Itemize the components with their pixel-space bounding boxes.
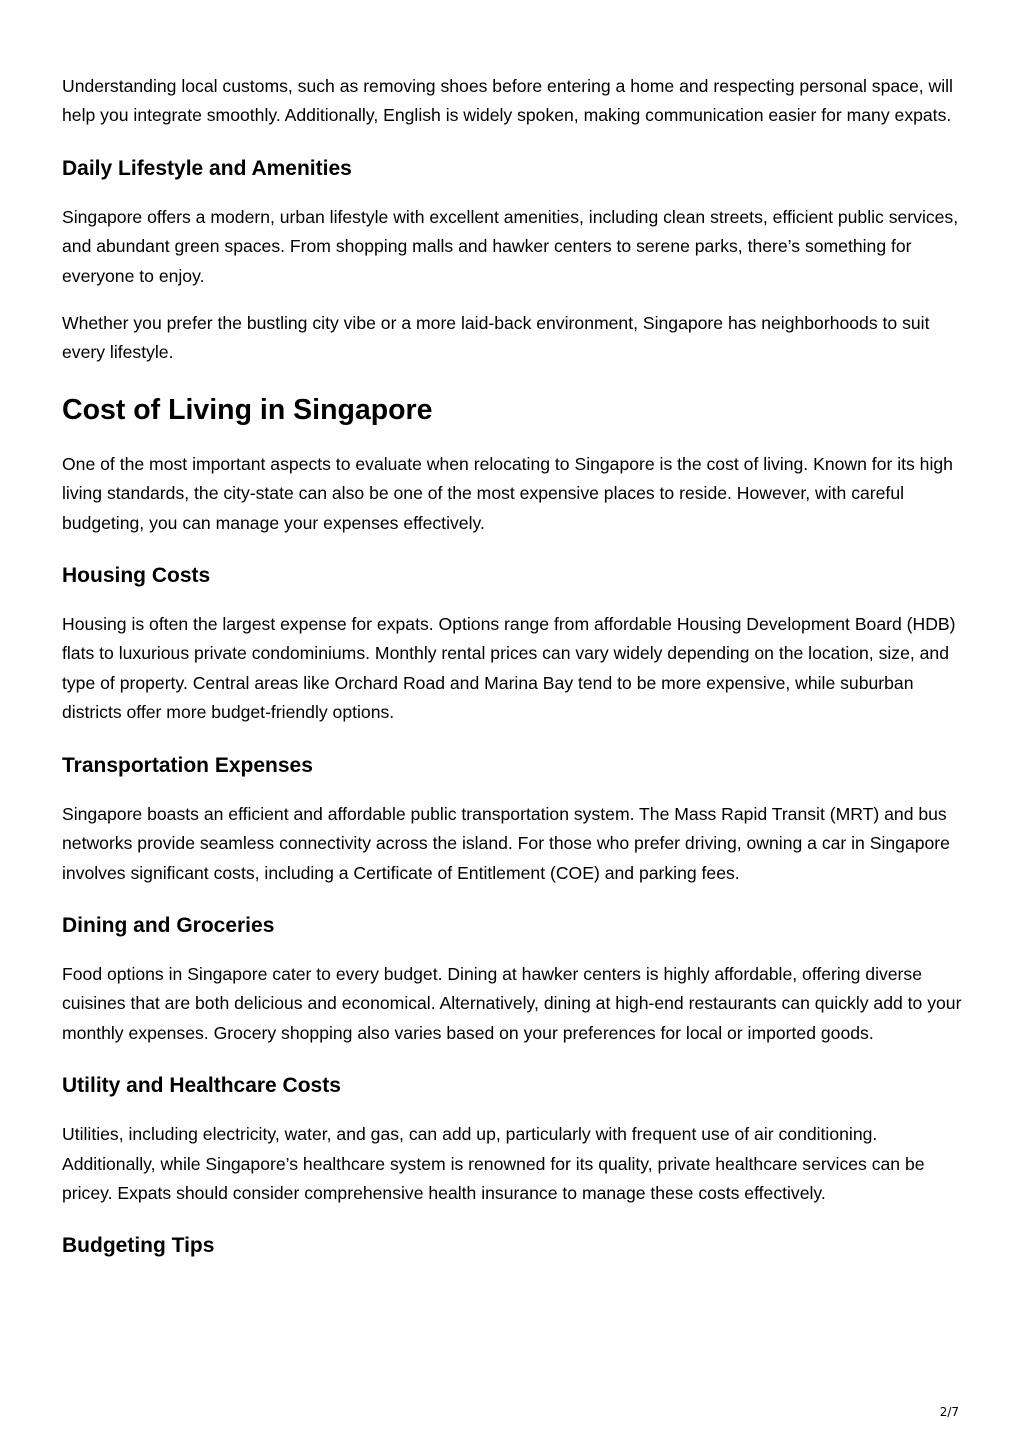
- lifestyle-paragraph-2: Whether you prefer the bustling city vibe or a more laid-back environment, Singapore has neighborhoods to suit every lifestyle.: [62, 313, 930, 363]
- document-body: [62, 72, 967, 1280]
- utility-healthcare-paragraph: Utilities, including electricity, water, and gas, can add up, particularly with frequent use of air conditioning. Additionally, while Singapore’s healthcare system is renowned for its quality, private healthcare services can be pricey. Expats should consider comprehensive health insurance to manage these costs effectively.: [62, 1124, 925, 1203]
- page-number: 2/7: [939, 1405, 959, 1419]
- transportation-heading: Transportation Expenses: [62, 753, 313, 777]
- lifestyle-paragraph-1: Singapore offers a modern, urban lifestyle with excellent amenities, including clean streets, efficient public services, and abundant green spaces. From shopping malls and hawker centers to serene parks, there’s something for everyone to enjoy.: [62, 206, 959, 286]
- housing-costs-heading: Housing Costs: [62, 564, 211, 588]
- transportation-paragraph: Singapore boasts an efficient and affordable public transportation system. The Mass Rapid Transit (MRT) and bus networks provide seamless connectivity across the island. For those who prefer driving, owning a car in Singapore involves significant costs, including a Certificate of Entitlement (COE) and parking fees.: [62, 803, 950, 883]
- budgeting-tips-heading: Budgeting Tips: [62, 1234, 215, 1258]
- cost-of-living-intro: One of the most important aspects to evaluate when relocating to Singapore is the cost of living. Known for its high living standards, the city-state can also be one of the most expensive places to reside. However, with careful budgeting, you can manage your expenses effectively.: [62, 453, 953, 533]
- intro-paragraph: Understanding local customs, such as removing shoes before entering a home and respecting personal space, will help you integrate smoothly. Additionally, English is widely spoken, making communication easier for many expats.: [62, 76, 953, 126]
- housing-costs-paragraph: Housing is often the largest expense for expats. Options range from affordable Housing Development Board (HDB) flats to luxurious private condominiums. Monthly rental prices can vary widely depending on the location, size, and type of property. Central areas like Orchard Road and Marina Bay tend to be more expensive, while suburban districts offer more budget-friendly options.: [62, 614, 956, 723]
- lifestyle-heading: Daily Lifestyle and Amenities: [62, 156, 352, 180]
- cost-of-living-heading: Cost of Living in Singapore: [62, 393, 433, 426]
- dining-heading: Dining and Groceries: [62, 913, 275, 937]
- utility-healthcare-heading: Utility and Healthcare Costs: [62, 1074, 341, 1098]
- dining-paragraph: Food options in Singapore cater to every budget. Dining at hawker centers is highly affordable, offering diverse cuisines that are both delicious and economical. Alternatively, dining at high-end restaurants can quickly add to your monthly expenses. Grocery shopping also varies based on your preferences for local or imported goods.: [62, 963, 962, 1043]
